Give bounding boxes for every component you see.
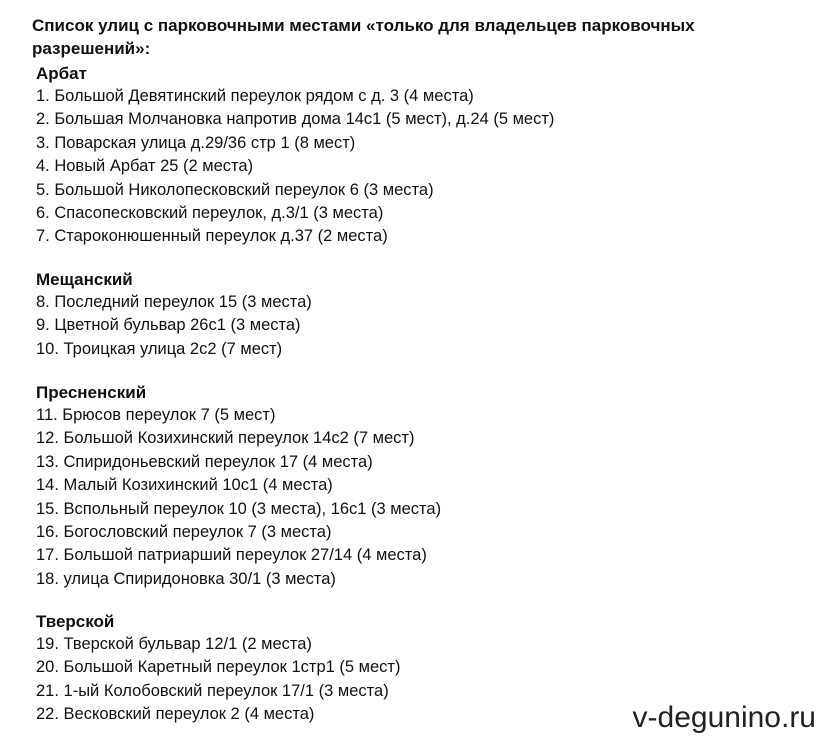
- list-item: 3. Поварская улица д.29/36 стр 1 (8 мест): [36, 133, 356, 152]
- district-name: Арбат: [36, 64, 87, 83]
- district-arbat: [36, 62, 776, 249]
- list-item: 5. Большой Николопесковский переулок 6 (3 места): [36, 180, 434, 199]
- district-name: Тверской: [36, 612, 115, 631]
- list-item: 18. улица Спиридоновка 30/1 (3 места): [36, 569, 336, 588]
- list-item: 21. 1-ый Колобовский переулок 17/1 (3 места): [36, 681, 389, 700]
- district-name: Пресненский: [36, 383, 147, 402]
- list-item: 9. Цветной бульвар 26с1 (3 места): [36, 316, 301, 335]
- list-item: 17. Большой патриарший переулок 27/14 (4 места): [36, 546, 427, 565]
- street-list: [36, 85, 776, 249]
- list-item: 15. Вспольный переулок 10 (3 места), 16с1 (3 места): [36, 499, 442, 518]
- street-list: [36, 291, 776, 361]
- list-item: 20. Большой Каретный переулок 1стр1 (5 мест): [36, 658, 401, 677]
- list-item: 19. Тверской бульвар 12/1 (2 места): [36, 635, 312, 653]
- list-item: 8. Последний переулок 15 (3 места): [36, 293, 312, 311]
- document-title: Список улиц с парковочными местами «только для владельцев парковочных разрешений»:: [32, 16, 695, 58]
- list-item: 10. Троицкая улица 2с2 (7 мест): [36, 339, 283, 358]
- list-item: 13. Спиридоньевский переулок 17 (4 места): [36, 452, 373, 471]
- list-item: 7. Староконюшенный переулок д.37 (2 места): [36, 227, 388, 246]
- list-item: 12. Большой Козихинский переулок 14с2 (7 мест): [36, 429, 415, 448]
- list-item: 14. Малый Козихинский 10с1 (4 места): [36, 476, 333, 495]
- list-item: 2. Большая Молчановка напротив дома 14с1 (5 мест), д.24 (5 мест): [36, 110, 555, 129]
- district-meshchansky: [36, 268, 776, 361]
- street-list: [36, 404, 776, 591]
- list-item: 6. Спасопесковский переулок, д.3/1 (3 места): [36, 203, 384, 222]
- district-presnensky: [36, 381, 776, 591]
- site-watermark: v-degunino.ru: [632, 701, 816, 734]
- list-item: 11. Брюсов переулок 7 (5 мест): [36, 406, 276, 424]
- district-name: Мещанский: [36, 270, 133, 289]
- list-item: 1. Большой Девятинский переулок рядом с д. 3 (4 места): [36, 87, 474, 105]
- list-item: 16. Богословский переулок 7 (3 места): [36, 522, 332, 541]
- list-item: 22. Весковский переулок 2 (4 места): [36, 705, 315, 724]
- list-item: 4. Новый Арбат 25 (2 места): [36, 157, 254, 176]
